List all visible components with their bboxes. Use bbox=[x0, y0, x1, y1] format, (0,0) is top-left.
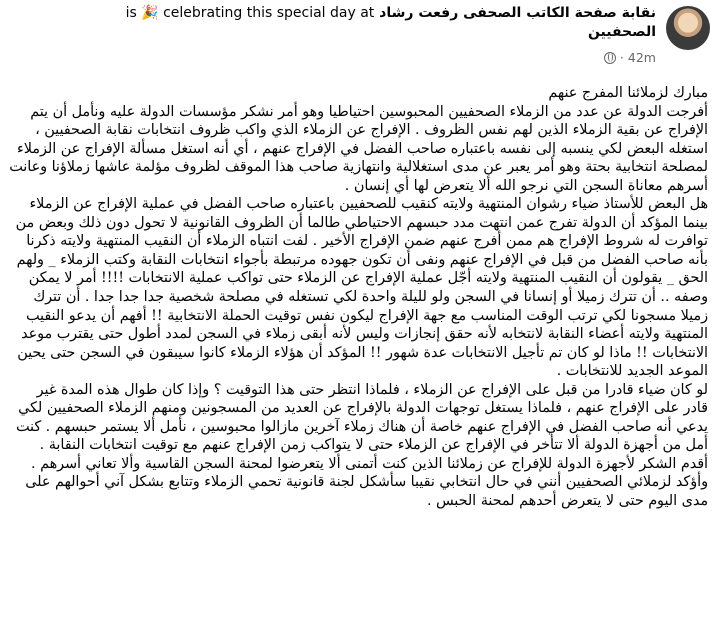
avatar[interactable] bbox=[666, 6, 710, 50]
post-header-text bbox=[10, 4, 656, 65]
timestamp[interactable]: 42m bbox=[627, 50, 656, 65]
post-paragraph: أفرجت الدولة عن عدد من الزملاء الصحفيين المحبوسين احتياطيا وهو أمر نشكر مؤسسات الدولة عليه ونأمل أن يتم الإفراج عن بقية الزملاء الذين لهم نفس الظروف . الإفراج عن الزملاء الذي واكب ظروف انتخابات نقابة الصحفيين ، استغله البعض لكي ينسبه إلى نفسه باعتباره صاحب الفضل في الإفراج عنهم ، أي أنه استغل مسألة الإفراج عن الزملاء لمصلحة انتخابية بحتة وهو أمر يعبر عن مدى استغلالية وانتهازية صاحب هذا الموقف لظروف مؤلمة عاشها زملاؤنا وعانت أسرهم معاناة السجن التي نرجو الله ألا يتعرض لها أي إنسان . bbox=[9, 103, 708, 194]
globe-icon[interactable] bbox=[604, 52, 616, 64]
status-text: is 🎉 celebrating this special day at bbox=[125, 5, 375, 21]
author-name[interactable]: نقابة صفحة الكاتب الصحفى رفعت رشاد bbox=[379, 5, 656, 21]
author-line-2 bbox=[10, 23, 656, 42]
author-line bbox=[10, 4, 656, 23]
post-meta bbox=[10, 50, 656, 65]
post-paragraph: هل البعض للأستاذ ضياء رشوان المنتهية ولايته كنقيب للصحفيين باعتباره صاحب الفضل في عملية الإفراج عن الزملاء بينما المؤكد أن الدولة تفرج عمن انتهت مدد حبسهم الاحتياطي طالما أن الظروف القانونية لا تحول دون ذلك وبعض من توافرت له شروط الإفراج هم ممن أفرج عنهم ضمن الإفراج الأخير . لفت انتباه الزملاء أن النقيب المنتهية ولايته ذكرنا بأنه صاحب الفضل من قبل في الإفراج عنهم ونفى أن تكون جهوده مرتبطة بأجواء انتخابات النقابة وكتب الزملاء _ ولهم الحق _ يقولون أن النقيب المنتهية ولايته أجّل عملية الإفراج عن الزملاء حتى تواكب عملية الانتخابات !!!! أمر لا يمكن وصفه .. أن تترك زميلا أو إنسانا في السجن ولو لليلة واحدة لكي تستغله في مصلحة شخصية جدا جدا جدا . أن تترك زميلا مسجونا لكي ترتب الوقت المناسب مع جهة الإفراج ليكون نفس توقيت الحملة الانتخابية !! أفهم أن يدعو النقيب المنتهية ولايته أعضاء النقابة لانتخابه لأنه حقق إنجازات وليس لأنه أبقى زملاء في السجن لمدد أطول حتى يقترب موعد الانتخابات !! ماذا لو كان تم تأجيل الانتخابات عدة شهور !! المؤكد أن هؤلاء الزملاء كانوا سيبقون في السجن حتى يحين الموعد الجديد للانتخابات . bbox=[15, 196, 708, 380]
post-header bbox=[0, 0, 720, 78]
post-paragraph: أقدم الشكر لأجهزة الدولة للإفراج عن زملائنا الذين كنت أتمنى ألا يتعرضوا لمحنة السجن القاسية وألا تعاني أسرهم . وأؤكد لزملائي الصحفيين أنني في حال انتخابي نقيبا سأشكل لجنة قانونية تحمي الزملاء وتتابع بشكل آني أحوالهم على مدى اليوم حتى لا يتعرض أحدهم لمحنة الحبس . bbox=[25, 455, 708, 510]
post-paragraph: لو كان ضياء قادرا من قبل على الإفراج عن الزملاء ، فلماذا انتظر حتى هذا التوقيت ؟ وإذا كان طوال هذه المدة غير قادر على الإفراج عنهم ، فلماذا يستغل توجهات الدولة بالإفراج عن العديد من المسجونين ومنهم الزملاء الصحفيين لكي يدعي أنه صاحب الفضل في الإفراج عنهم خاصة أن هناك زملاء آخرين مازالوا محبوسين ، نأمل ألا يستمر حبسهم . كنت أمل من أجهزة الدولة ألا تتأخر في الإفراج عن الزملاء حتى لا يتواكب زمن الإفراج عنهم مع توقيت انتخابات النقابة . bbox=[15, 381, 708, 454]
meta-separator: · bbox=[619, 50, 624, 65]
author-name-line2[interactable]: الصحفيين bbox=[587, 24, 656, 40]
post-paragraph: مبارك لزملائنا المفرج عنهم bbox=[548, 85, 708, 101]
post-body bbox=[8, 84, 708, 511]
